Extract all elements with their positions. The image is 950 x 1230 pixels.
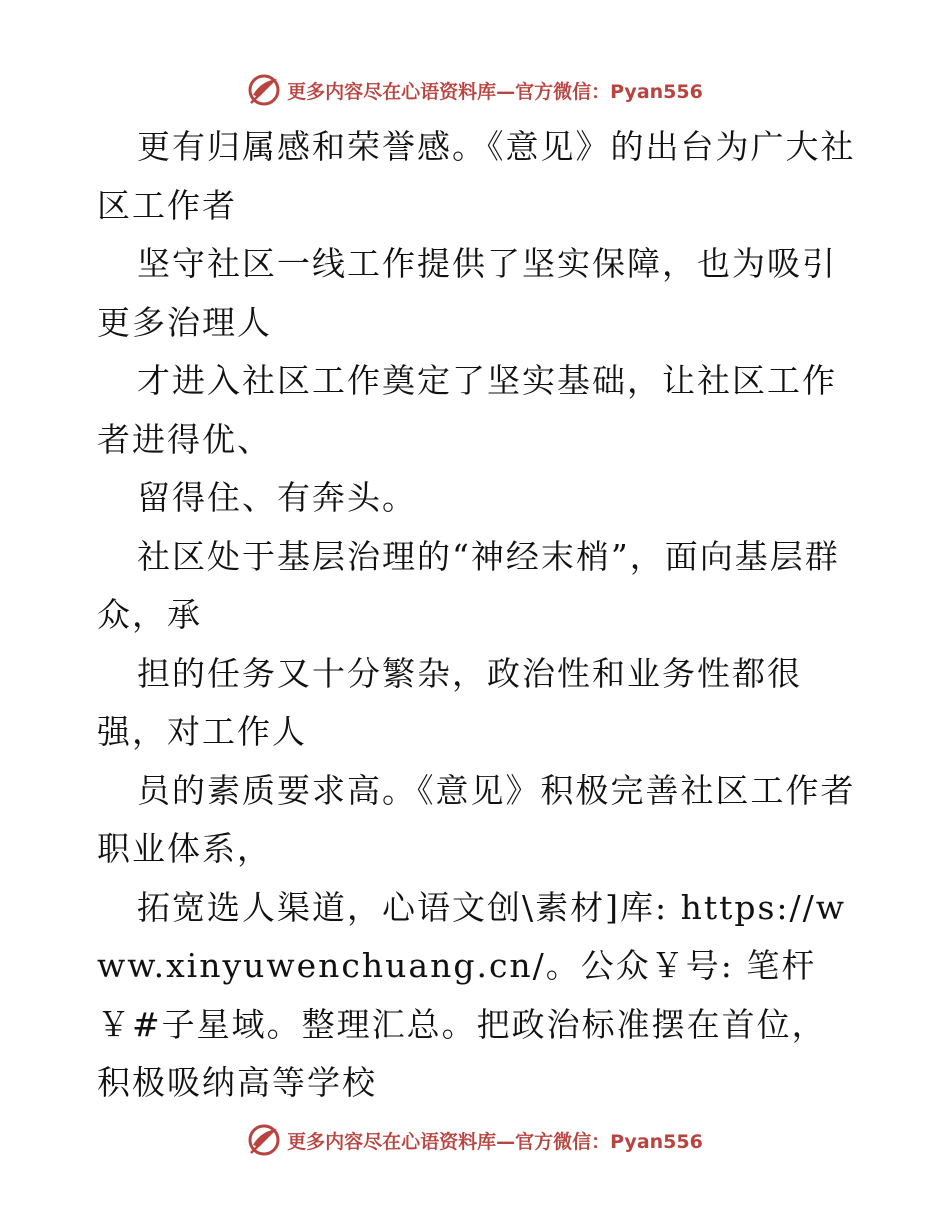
- footer-watermark: [0, 1120, 950, 1160]
- document-body: [97, 118, 857, 1113]
- paragraph: 更有归属感和荣誉感。《意见》的出台为广大社区工作者: [97, 127, 856, 225]
- header-watermark: [0, 70, 950, 110]
- paragraph: 才进入社区工作奠定了坚实基础，让社区工作者进得优、: [97, 361, 837, 459]
- paragraph: 拓宽选人渠道，心语文创\素材]库: https://www.xinyuwenchuang.cn/。公众￥号: 笔杆￥#子星域。整理汇总。把政治标准摆在首位，积极吸纳高等学校: [97, 887, 847, 1102]
- header-watermark-text: 更多内容尽在心语资料库—官方微信：Pyan556: [287, 80, 703, 103]
- feather-pen-logo-icon: [247, 73, 281, 107]
- paragraph: 员的素质要求高。《意见》积极完善社区工作者职业体系，: [97, 770, 856, 868]
- paragraph: 留得住、有奔头。: [137, 478, 417, 517]
- paragraph: 社区处于基层治理的“神经末梢”，面向基层群众，承: [97, 536, 840, 634]
- paragraph: 坚守社区一线工作提供了坚实保障，也为吸引更多治理人: [97, 244, 837, 342]
- footer-watermark-text: 更多内容尽在心语资料库—官方微信：Pyan556: [287, 1130, 703, 1153]
- feather-pen-logo-icon: [247, 1123, 281, 1157]
- paragraph: 担的任务又十分繁杂，政治性和业务性都很强，对工作人: [97, 653, 802, 751]
